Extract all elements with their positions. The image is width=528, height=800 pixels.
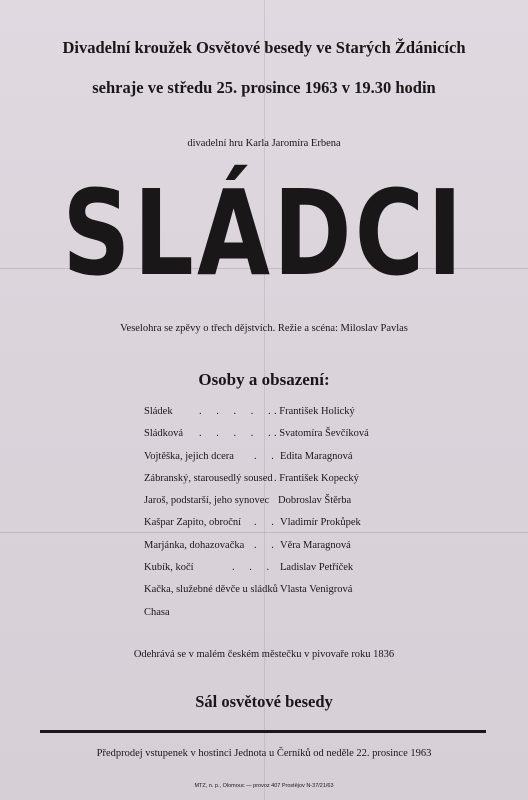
venue-name: Sál osvětové besedy bbox=[195, 692, 333, 711]
leader-dots: . . bbox=[254, 450, 280, 462]
cast-row bbox=[144, 513, 484, 535]
role-name: Kašpar Zapito, obroční bbox=[144, 517, 242, 529]
play-title: SLÁDCI bbox=[62, 164, 466, 302]
role-name: Vojtěška, jejich dcera bbox=[144, 450, 234, 462]
actor-name: . František Holický bbox=[274, 406, 355, 417]
role-name: Kubík, kočí bbox=[144, 562, 194, 574]
actor-name: Vladimír Prokůpek bbox=[280, 517, 361, 529]
role-name: Kačka, služebné děvče u sládků bbox=[144, 584, 278, 596]
leader-dots: . . . . . bbox=[199, 428, 277, 440]
paper-fold bbox=[264, 0, 265, 800]
role-name: Jaroš, podstarší, jeho synovec bbox=[144, 495, 270, 507]
cast-list bbox=[144, 402, 484, 625]
cast-row bbox=[144, 580, 484, 602]
actor-name: . František Kopecký bbox=[274, 472, 359, 484]
date-line: sehraje ve středu 25. prosince 1963 v 19.30 hodin bbox=[92, 78, 436, 97]
cast-row bbox=[144, 603, 484, 625]
cast-row bbox=[144, 424, 484, 446]
organizer-line: Divadelní kroužek Osvětové besedy ve Starých Ždánicích bbox=[62, 38, 466, 57]
leader-dots: . . . . . bbox=[199, 406, 277, 417]
role-name: Zábranský, starousedlý soused bbox=[144, 472, 273, 484]
actor-name: Dobroslav Štěrba bbox=[278, 495, 352, 507]
author-line: divadelní hru Karla Jaromíra Erbena bbox=[187, 138, 341, 149]
presale-line: Předprodej vstupenek v hostinci Jednota u Černíků od neděle 22. prosince 1963 bbox=[96, 748, 432, 759]
play-subtitle: Veselohra se zpěvy o třech dějstvích. Režie a scéna: Miloslav Pavlas bbox=[120, 323, 408, 334]
actor-name: Věra Maragnová bbox=[280, 539, 351, 551]
role-name: Sládek bbox=[144, 406, 173, 417]
role-name: Chasa bbox=[144, 606, 170, 618]
cast-row bbox=[144, 447, 484, 469]
leader-dots: . . bbox=[254, 539, 280, 551]
cast-row bbox=[144, 402, 484, 424]
leader-dots: . . bbox=[254, 517, 280, 529]
role-name: Sládková bbox=[144, 428, 184, 440]
printer-imprint: MTZ, n. p., Olomouc — provoz 407 Prostějov N-37/21/63 bbox=[194, 783, 334, 789]
cast-heading: Osoby a obsazení: bbox=[198, 370, 330, 389]
divider-rule bbox=[40, 730, 486, 733]
actor-name: Ladislav Petříček bbox=[280, 562, 354, 574]
role-name: Marjánka, dohazovačka bbox=[144, 539, 245, 551]
cast-row bbox=[144, 491, 484, 513]
actor-name: Vlasta Venigrová bbox=[280, 584, 353, 596]
actor-name: . Svatomíra Ševčíková bbox=[274, 428, 369, 440]
actor-name: Edita Maragnová bbox=[280, 450, 353, 462]
cast-row bbox=[144, 558, 484, 580]
cast-row bbox=[144, 536, 484, 558]
cast-row bbox=[144, 469, 484, 491]
setting-line: Odehrává se v malém českém městečku v pivovaře roku 1836 bbox=[133, 649, 395, 660]
leader-dots: . . . . bbox=[232, 562, 293, 574]
